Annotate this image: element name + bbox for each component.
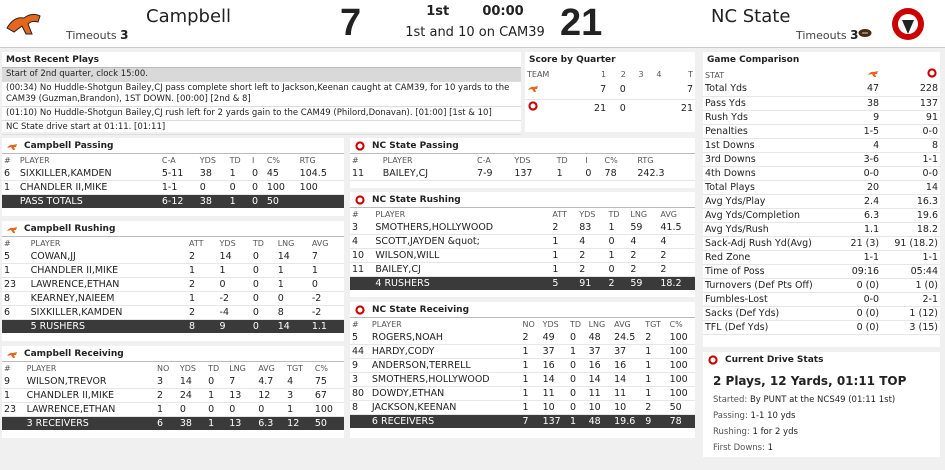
campbell-logo-icon (6, 349, 18, 359)
table-row: 6 SIXKILLER,KAMDEN 2 -4 0 8 -2 (2, 306, 344, 320)
comparison-row: Sack-Adj Rush Yd(Avg) 21 (3) 91 (18.2) (705, 237, 938, 249)
ncstate-logo-icon (354, 195, 366, 205)
ncstate-logo-icon (354, 305, 366, 315)
play-item: Start of 2nd quarter, clock 15:00. (2, 68, 521, 82)
away-score: 21 (560, 2, 603, 44)
campbell-receiving-panel (2, 346, 344, 438)
drive-summary: 2 Plays, 12 Yards, 01:11 TOP (713, 374, 907, 388)
table-row: 1 CHANDLER II,MIKE 1-1 0 0 0 100 100 (2, 181, 344, 195)
game-comparison-panel (703, 52, 940, 347)
table-row: 1 CHANDLER II,MIKE 2 24 1 13 12 3 67 (2, 389, 344, 403)
campbell-passing-table: # PLAYER C-A YDS TD I C% RTG 6 SIXKILLER,KAMDEN 5-11 38 1 0 45 104.5 1 CHANDLER II,MIKE 1-1 0 0 0 100 100 PASS TOTALS 6-12 38 1 0 50 (2, 154, 344, 208)
score-by-quarter-title: Score by Quarter (529, 55, 616, 65)
possession-football-icon (858, 28, 872, 38)
recent-plays-title: Most Recent Plays (2, 52, 521, 68)
recent-plays-panel (2, 52, 521, 132)
total-row: PASS TOTALS 6-12 38 1 0 50 (2, 195, 344, 209)
comparison-row: Total Yds 47 228 (705, 83, 938, 95)
table-row: 44 HARDY,CODY 1 37 1 37 37 1 100 (350, 345, 695, 359)
table-row: 3 SMOTHERS,HOLLYWOOD 1 14 0 14 14 1 100 (350, 373, 695, 387)
table-row: 80 DOWDY,ETHAN 1 11 0 11 11 1 100 (350, 387, 695, 401)
current-drive-title: Current Drive Stats (725, 355, 824, 365)
game-clock: 00:00 (482, 4, 524, 19)
play-item: (01:10) No Huddle-Shotgun Bailey,CJ rush left for 2 yards gain to the CAM49 (Philord,Donavan). [01:00] [1st & 10] (2, 107, 521, 121)
total-row: 3 RECEIVERS 6 38 1 13 6.3 12 50 (2, 417, 344, 431)
away-timeouts: Timeouts 3 (796, 28, 859, 42)
ncstate-rushing-panel (350, 192, 695, 297)
score-by-quarter-table: TEAM 1 2 3 4 T 7 0 7 21 0 21 (527, 70, 693, 114)
drive-passing: Passing: 1-1 10 yds (713, 411, 796, 421)
home-team-name: Campbell (146, 6, 232, 27)
total-row: 4 RUSHERS 5 91 2 59 18.2 (350, 277, 695, 291)
table-row: 10 WILSON,WILL 1 2 1 2 2 (350, 249, 695, 263)
ncstate-logo-icon (890, 6, 926, 42)
ncstate-passing-table: # PLAYER C-A YDS TD I C% RTG 11 BAILEY,CJ 7-9 137 1 0 78 242.3 (350, 154, 695, 181)
table-row: 9 ANDERSON,TERRELL 1 16 0 16 16 1 100 (350, 359, 695, 373)
play-item: NC State drive start at 01:11. [01:11] (2, 121, 521, 135)
table-row: 3 SMOTHERS,HOLLYWOOD 2 83 1 59 41.5 (350, 221, 695, 235)
campbell-rushing-title: Campbell Rushing (24, 223, 116, 234)
ncstate-passing-title: NC State Passing (372, 140, 459, 151)
comparison-row: Sacks (Def Yds) 0 (0) 1 (12) (705, 307, 938, 319)
campbell-logo-icon (867, 68, 879, 78)
ncstate-rushing-table: # PLAYER ATT YDS TD LNG AVG 3 SMOTHERS,HOLLYWOOD 2 83 1 59 41.5 4 SCOTT,JAYDEN &quot; 1 4 0 4 4 10 WILSON,WILL 1 2 1 2 2 11 BAILEY,CJ 1 2 0 2 2 4 RUSHERS 5 91 2 59 18.2 (350, 208, 695, 290)
campbell-receiving-table: # PLAYER NO YDS TD LNG AVG TGT C% 9 WILSON,TREVOR 3 14 0 7 4.7 4 75 1 CHANDLER II,MIKE 2 24 1 13 12 3 67 23 LAWRENCE,ETHAN 1 0 0 0 0 1 100 3 RECEIVERS 6 38 1 13 6.3 12 50 (2, 362, 344, 430)
comparison-row: Total Plays 20 14 (705, 181, 938, 193)
campbell-logo-icon (4, 4, 44, 42)
down-distance: 1st and 10 on CAM39 (405, 25, 545, 40)
total-row: 5 RUSHERS 8 9 0 14 1.1 (2, 320, 344, 334)
total-row: 6 RECEIVERS 7 137 1 48 19.6 9 78 (350, 415, 695, 429)
play-item: (00:34) No Huddle-Shotgun Bailey,CJ pass complete short left to Jackson,Keenan caught at CAM39, for 10 yards to the CAM39 (Guzman,Brandon), 1ST DOWN. [00:00] [2nd & 8] (2, 82, 521, 107)
campbell-logo-icon (527, 83, 539, 93)
ncstate-logo-icon (354, 141, 366, 151)
game-comparison-table: STAT Total Yds 47 228 Pass Yds 38 137 Rush Yds 9 91 Penalties 1-5 0-0 1st Downs 4 8 3rd Downs 3-6 1-1 4th Downs 0-0 0-0 Total Plays 20 14 Avg Yds/Play 2.4 16.3 Avg Yds/Completion 6.3 19.6 Avg Yds/Rush 1.1 18.2 Sack-Adj Rush Yd(Avg) 21 (3) 91 (18.2) Red Zone 1-1 1-1 Time of Poss 09:16 05:44 Turnovers (Def Pts Off) 0 (0) 1 (0) Fumbles-Lost 0-0 2-1 Sacks (Def Yds) 0 (0) 1 (12) TFL (Def Yds) 0 (0) 3 (15) (703, 68, 940, 335)
comparison-row: Turnovers (Def Pts Off) 0 (0) 1 (0) (705, 279, 938, 291)
game-status (380, 4, 570, 40)
ncstate-logo-icon (707, 355, 719, 365)
comparison-row: Avg Yds/Play 2.4 16.3 (705, 195, 938, 207)
table-row: 9 WILSON,TREVOR 3 14 0 7 4.7 4 75 (2, 375, 344, 389)
ncstate-logo-icon (527, 101, 539, 111)
comparison-row: Fumbles-Lost 0-0 2-1 (705, 293, 938, 305)
table-row: 6 SIXKILLER,KAMDEN 5-11 38 1 0 45 104.5 (2, 167, 344, 181)
home-score: 7 (340, 2, 362, 44)
current-drive-panel (703, 352, 940, 457)
drive-started: Started: By PUNT at the NCS49 (01:11 1st) (713, 395, 896, 405)
campbell-logo-icon (6, 141, 18, 151)
score-by-quarter-panel (525, 52, 695, 132)
comparison-row: Penalties 1-5 0-0 (705, 125, 938, 137)
comparison-row: Rush Yds 9 91 (705, 111, 938, 123)
ncstate-receiving-title: NC State Receiving (372, 304, 470, 315)
table-row: 8 KEARNEY,NAIEEM 1 -2 0 0 -2 (2, 292, 344, 306)
ncstate-logo-icon (926, 68, 938, 78)
table-row: 4 SCOTT,JAYDEN &quot; 1 4 0 4 4 (350, 235, 695, 249)
comparison-row: Red Zone 1-1 1-1 (705, 251, 938, 263)
comparison-row: 3rd Downs 3-6 1-1 (705, 153, 938, 165)
table-row: 1 CHANDLER II,MIKE 1 1 0 1 1 (2, 264, 344, 278)
scoreboard-header (0, 0, 945, 48)
comparison-row: Avg Yds/Rush 1.1 18.2 (705, 223, 938, 235)
table-row: 5 ROGERS,NOAH 2 49 0 48 24.5 2 100 (350, 331, 695, 345)
ncstate-receiving-table: # PLAYER NO YDS TD LNG AVG TGT C% 5 ROGERS,NOAH 2 49 0 48 24.5 2 100 44 HARDY,CODY 1 37 1 37 37 1 100 9 ANDERSON,TERRELL 1 16 0 16 16 1 100 3 SMOTHERS,HOLLYWOOD 1 14 0 14 14 1 100 80 DOWDY,ETHAN 1 11 0 11 11 1 100 8 JACKSON,KEENAN 1 10 0 10 10 2 50 6 RECEIVERS 7 137 1 48 19.6 9 78 (350, 318, 695, 428)
comparison-row: 1st Downs 4 8 (705, 139, 938, 151)
campbell-passing-panel (2, 138, 344, 216)
comparison-row: Pass Yds 38 137 (705, 97, 938, 109)
table-row: 11 BAILEY,CJ 1 2 0 2 2 (350, 263, 695, 277)
game-comparison-title: Game Comparison (707, 55, 800, 65)
table-row: 11 BAILEY,CJ 7-9 137 1 0 78 242.3 (350, 167, 695, 181)
comparison-row: Time of Poss 09:16 05:44 (705, 265, 938, 277)
campbell-logo-icon (6, 224, 18, 234)
table-row: 23 LAWRENCE,ETHAN 2 0 0 1 0 (2, 278, 344, 292)
table-row: 23 LAWRENCE,ETHAN 1 0 0 0 0 1 100 (2, 403, 344, 417)
ncstate-receiving-panel (350, 302, 695, 438)
quarter: 1st (426, 4, 450, 19)
away-team-name: NC State (711, 6, 791, 27)
campbell-receiving-title: Campbell Receiving (24, 348, 124, 359)
table-row: 8 JACKSON,KEENAN 1 10 0 10 10 2 50 (350, 401, 695, 415)
home-timeouts: Timeouts 3 (66, 28, 129, 42)
campbell-rushing-table: # PLAYER ATT YDS TD LNG AVG 5 COWAN,JJ 2 14 0 14 7 1 CHANDLER II,MIKE 1 1 0 1 1 23 LAWRENCE,ETHAN 2 0 0 1 0 8 KEARNEY,NAIEEM 1 -2 0 0 -2 6 SIXKILLER,KAMDEN 2 -4 0 8 -2 5 RUSHERS 8 9 0 14 1.1 (2, 237, 344, 333)
comparison-row: Avg Yds/Completion 6.3 19.6 (705, 209, 938, 221)
comparison-row: 4th Downs 0-0 0-0 (705, 167, 938, 179)
campbell-passing-title: Campbell Passing (24, 140, 114, 151)
ncstate-passing-panel (350, 138, 695, 188)
campbell-rushing-panel (2, 221, 344, 341)
drive-first-downs: First Downs: 1 (713, 443, 774, 453)
comparison-row: TFL (Def Yds) 0 (0) 3 (15) (705, 321, 938, 333)
table-row: 5 COWAN,JJ 2 14 0 14 7 (2, 250, 344, 264)
ncstate-rushing-title: NC State Rushing (372, 194, 461, 205)
drive-rushing: Rushing: 1 for 2 yds (713, 427, 798, 437)
